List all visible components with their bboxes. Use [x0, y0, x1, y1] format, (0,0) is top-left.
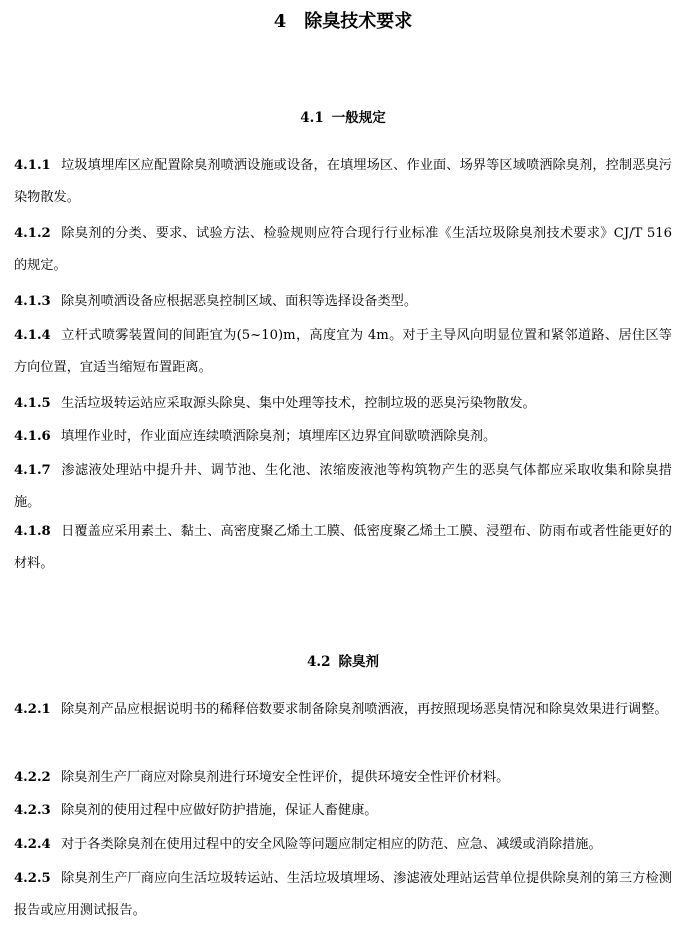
- clause-4-1-7: [14, 455, 672, 519]
- clause-4-2-1: [14, 694, 672, 726]
- section-title-4-2: [0, 652, 686, 672]
- clause-number: 4.2.5: [14, 871, 51, 886]
- clause-text: 除臭剂的分类、要求、试验方法、检验规则应符合现行行业标准《生活垃圾除臭剂技术要求》CJ/T 516的规定。: [14, 226, 672, 273]
- clause-text: 日覆盖应采用素土、黏土、高密度聚乙烯土工膜、低密度聚乙烯土工膜、浸塑布、防雨布或者性能更好的材料。: [14, 524, 672, 571]
- clause-4-2-4: [14, 829, 672, 861]
- clause-text: 立杆式喷雾装置间的间距宜为(5~10)m，高度宜为 4m。对于主导风向明显位置和紧邻道路、居住区等方向位置，宜适当缩短布置距离。: [14, 328, 672, 375]
- clause-4-1-1: [14, 150, 672, 214]
- clause-text: 除臭剂的使用过程中应做好防护措施，保证人畜健康。: [61, 803, 378, 818]
- clause-4-1-3: [14, 286, 672, 318]
- section-number: 4.2: [307, 654, 331, 670]
- clause-4-1-4: [14, 320, 672, 384]
- clause-text: 除臭剂生产厂商应向生活垃圾转运站、生活垃圾填埋场、渗滤液处理站运营单位提供除臭剂的第三方检测报告或应用测试报告。: [14, 871, 672, 918]
- section-title-text: 除臭剂: [338, 654, 379, 670]
- clause-text: 生活垃圾转运站应采取源头除臭、集中处理等技术，控制垃圾的恶臭污染物散发。: [61, 396, 536, 411]
- clause-number: 4.2.1: [14, 702, 51, 717]
- clause-text: 除臭剂产品应根据说明书的稀释倍数要求制备除臭剂喷洒液，再按照现场恶臭情况和除臭效果进行调整。: [61, 702, 668, 717]
- clause-number: 4.2.3: [14, 803, 51, 818]
- clause-number: 4.2.4: [14, 837, 51, 852]
- clause-text: 填埋作业时，作业面应连续喷洒除臭剂；填埋库区边界宜间歇喷洒除臭剂。: [61, 429, 497, 444]
- clause-4-1-2: [14, 218, 672, 282]
- chapter-title-text: 除臭技术要求: [304, 11, 413, 32]
- clause-number: 4.1.4: [14, 328, 51, 343]
- clause-4-1-6: [14, 421, 672, 453]
- clause-text: 渗滤液处理站中提升井、调节池、生化池、浓缩废液池等构筑物产生的恶臭气体都应采取收集和除臭措施。: [14, 463, 672, 510]
- clause-number: 4.1.7: [14, 463, 51, 478]
- clause-text: 对于各类除臭剂在使用过程中的安全风险等问题应制定相应的防范、应急、减缓或消除措施。: [61, 837, 602, 852]
- section-number: 4.1: [300, 110, 324, 126]
- clause-number: 4.1.8: [14, 524, 51, 539]
- clause-text: 除臭剂生产厂商应对除臭剂进行环境安全性评价，提供环境安全性评价材料。: [61, 770, 510, 785]
- clause-4-2-5: [14, 863, 672, 927]
- clause-number: 4.1.3: [14, 294, 51, 309]
- clause-text: 垃圾填埋库区应配置除臭剂喷洒设施或设备，在填埋场区、作业面、场界等区域喷洒除臭剂，控制恶臭污染物散发。: [14, 158, 672, 205]
- clause-number: 4.1.6: [14, 429, 51, 444]
- clause-number: 4.2.2: [14, 770, 51, 785]
- clause-number: 4.1.2: [14, 226, 51, 241]
- clause-4-1-8: [14, 516, 672, 580]
- clause-4-2-3: [14, 795, 672, 827]
- chapter-number: 4: [273, 11, 287, 32]
- clause-4-2-2: [14, 762, 672, 794]
- section-title-text: 一般规定: [331, 110, 386, 126]
- chapter-title: [0, 10, 686, 34]
- clause-4-1-5: [14, 388, 672, 420]
- section-title-4-1: [0, 108, 686, 128]
- clause-number: 4.1.5: [14, 396, 51, 411]
- clause-number: 4.1.1: [14, 158, 51, 173]
- clause-text: 除臭剂喷洒设备应根据恶臭控制区域、面积等选择设备类型。: [61, 294, 418, 309]
